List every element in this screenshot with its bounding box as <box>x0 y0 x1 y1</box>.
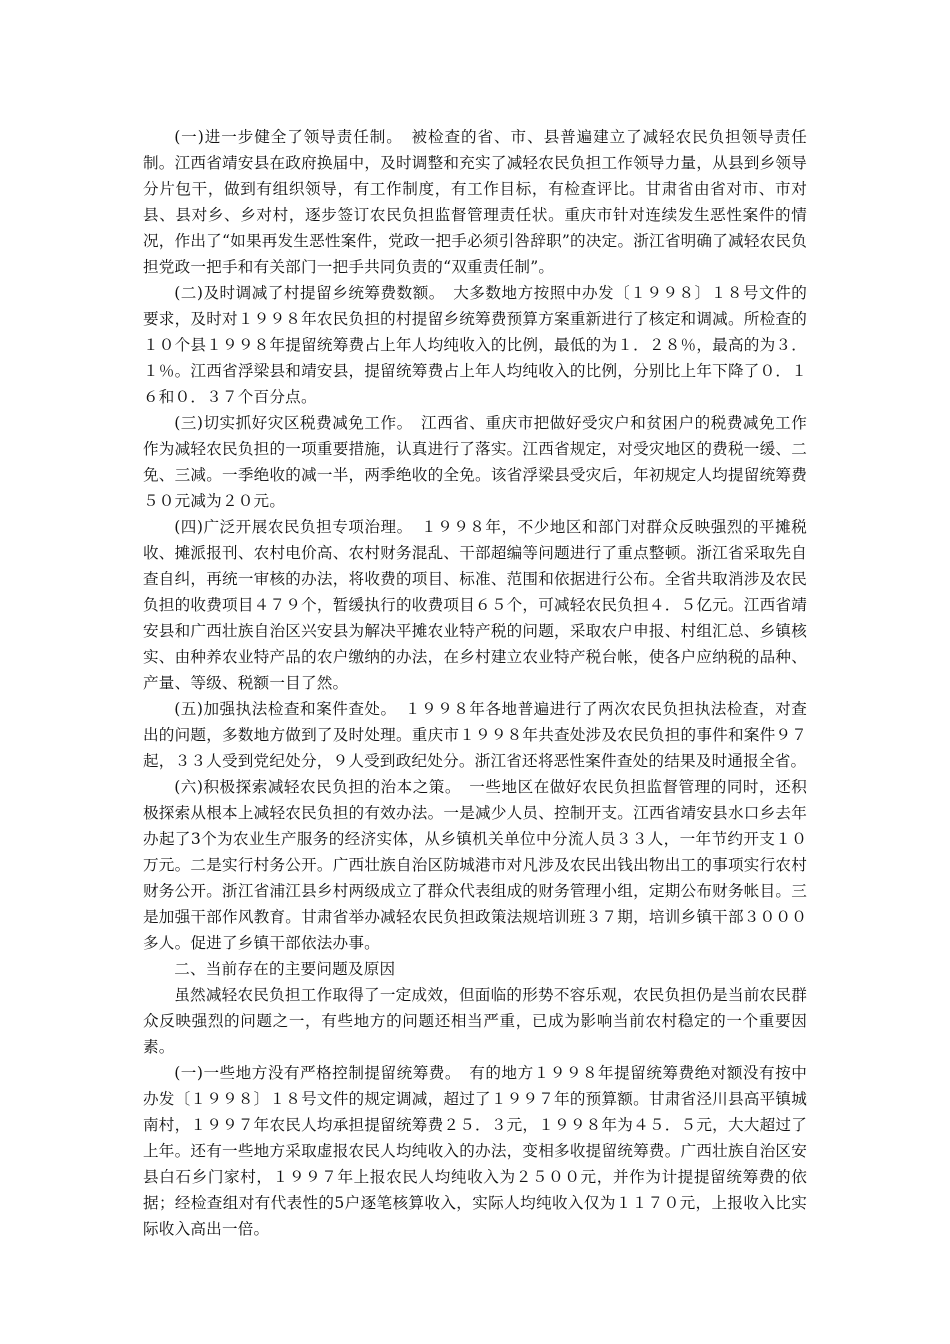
paragraph-lead: (五)加强执法检查和案件查处。 <box>174 700 389 718</box>
paragraph-lead: (一)一些地方没有严格控制提留统筹费。 <box>174 1064 454 1082</box>
paragraph-law-enforcement <box>143 696 807 774</box>
paragraph-root-solutions <box>143 774 807 956</box>
section-intro-paragraph: 虽然减轻农民负担工作取得了一定成效，但面临的形势不容乐观，农民负担仍是当前农民群众反映强烈的问题之一，有些地方的问题还相当严重，已成为影响当前农村稳定的一个重要因素。 <box>143 986 807 1056</box>
paragraph-disaster-relief <box>143 410 807 514</box>
paragraph-lead: (一)进一步健全了领导责任制。 <box>174 128 395 146</box>
paragraph-body: 被检查的省、市、县普遍建立了减轻农民负担领导责任制。江西省靖安县在政府换届中，及时调整和充实了减轻农民负担工作领导力量，从县到乡领导分片包干，做到有组织领导，有工作制度，有工作目标，有检查评比。甘肃省由省对市、市对县、县对乡、乡对村，逐步签订农民负担监督管理责任状。重庆市针对连续发生恶性案件的情况，作出了“如果再发生恶性案件，党政一把手必须引咎辞职”的决定。浙江省明确了减轻农民负担党政一把手和有关部门一把手共同负责的“双重责任制”。 <box>143 128 807 276</box>
section-heading: 二、当前存在的主要问题及原因 <box>174 960 396 978</box>
paragraph-reduce-fees <box>143 280 807 410</box>
paragraph-fee-control-issue <box>143 1060 807 1242</box>
paragraph-special-governance <box>143 514 807 696</box>
paragraph-lead: (二)及时调减了村提留乡统筹费数额。 <box>174 284 438 302</box>
paragraph-leadership-responsibility <box>143 124 807 280</box>
paragraph-body: 大多数地方按照中办发〔１９９８〕１８号文件的要求，及时对１９９８年农民负担的村提留乡统筹费预算方案重新进行了核定和调减。所检查的１０个县１９９８年提留统筹费占上年人均纯收入的比例，最低的为１．２８％，最高的为３．１％。江西省浮梁县和靖安县，提留统筹费占上年人均纯收入的比例，分别比上年下降了０．１６和０．３７个百分点。 <box>143 284 807 406</box>
paragraph-body: １９９８年，不少地区和部门对群众反映强烈的平摊税收、摊派报刊、农村电价高、农村财务混乱、干部超编等问题进行了重点整顿。浙江省采取先自查自纠，再统一审核的办法，将收费的项目、标准、范围和依据进行公布。全省共取消涉及农民负担的收费项目４７９个，暂缓执行的收费项目６５个，可减轻农民负担４．５亿元。江西省靖安县和广西壮族自治区兴安县为解决平摊农业特产税的问题，采取农户申报、村组汇总、乡镇核实、由种养农业特产品的农户缴纳的办法，在乡村建立农业特产税台帐，使各户应纳税的品种、产量、等级、税额一目了然。 <box>143 518 807 692</box>
paragraph-lead: (三)切实抓好灾区税费减免工作。 <box>174 414 405 432</box>
paragraph-body: 江西省、重庆市把做好受灾户和贫困户的税费减免工作作为减轻农民负担的一项重要措施，认真进行了落实。江西省规定，对受灾地区的费税一缓、二免、三减。一季绝收的减一半，两季绝收的全免。该省浮梁县受灾后，年初规定人均提留统筹费５０元减为２０元。 <box>143 414 807 510</box>
paragraph-lead: (四)广泛开展农民负担专项治理。 <box>174 518 405 536</box>
paragraph-body: 有的地方１９９８年提留统筹费绝对额没有按中办发〔１９９８〕１８号文件的规定调减，超过了１９９７年的预算额。甘肃省泾川县高平镇城南村，１９９７年农民人均承担提留统筹费２５．３元，１９９８年为４５．５元，大大超过了上年。还有一些地方采取虚报农民人均纯收入的办法，变相多收提留统筹费。广西壮族自治区安县白石乡门家村，１９９７年上报农民人均纯收入为２５００元，并作为计提提留统筹费的依据；经检查组对有代表性的5户逐笔核算收入，实际人均纯收入仅为１１７０元，上报收入比实际收入高出一倍。 <box>143 1064 807 1238</box>
paragraph-body: １９９８年各地普遍进行了两次农民负担执法检查，对查出的问题，多数地方做到了及时处理。重庆市１９９８年共查处涉及农民负担的事件和案件９７起，３３人受到党纪处分，９人受到政纪处分。浙江省还将恶性案件查处的结果及时通报全省。 <box>143 700 807 770</box>
paragraph-lead: (六)积极探索减轻农民负担的治本之策。 <box>174 778 454 796</box>
paragraph-body: 一些地区在做好农民负担监督管理的同时，还积极探索从根本上减轻农民负担的有效办法。一是减少人员、控制开支。江西省靖安县水口乡去年办起了3个为农业生产服务的经济实体，从乡镇机关单位中分流人员３３人，一年节约开支１０万元。二是实行村务公开。广西壮族自治区防城港市对凡涉及农民出钱出物出工的事项实行农村财务公开。浙江省浦江县乡村两级成立了群众代表组成的财务管理小组，定期公布财务帐目。三是加强干部作风教育。甘肃省举办减轻农民负担政策法规培训班３７期，培训乡镇干部３０００多人。促进了乡镇干部依法办事。 <box>143 778 807 952</box>
document-page <box>143 124 807 1242</box>
